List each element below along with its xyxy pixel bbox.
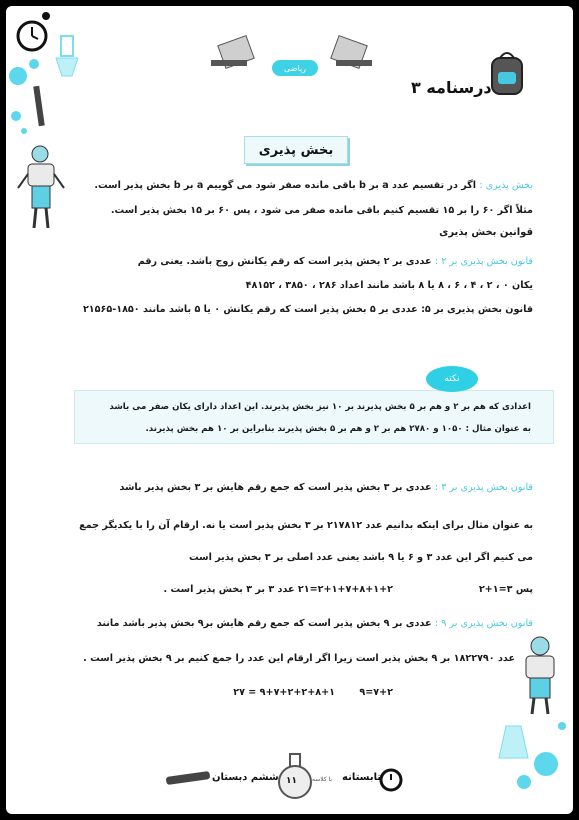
definition-line [94,180,533,191]
rule9-example: عدد ۱۸۲۲۷۹۰ بر ۹ بخش پذیر است زیرا اگر ارقام این عدد را جمع کنیم بر ۹ بخش پذیر است . [83,653,515,664]
rule3-term: قانون بخش پذیری بر ۳ : [434,482,533,493]
microscope-doodle-right [331,36,372,69]
rule5-text: قانون بخش پذیری بر ۵: عددی بر ۵ بخش پذیر است که رقم یکانش ۰ یا ۵ باشد مانند ۱۸۵۰-۲۱۵۶۵ [82,304,533,315]
backpack-icon [492,53,522,94]
note-line-2: به عنوان مثال : ۱۰۵۰ و ۲۷۸۰ هم بر ۲ و هم بر ۵ بخش پذیرند بنابراین بر ۱۰ هم بخش پذیرند. [145,424,531,434]
rule3-example: به عنوان مثال برای اینکه بدانیم عدد ۲۱۷۸۱۲ بر ۳ بخش پذیر است یا نه. ارقام آن را با یکدیگر جمع [79,520,533,531]
microscope-doodle-left [211,36,254,69]
rule9-text: عددی بر ۹ بخش پذیر است که جمع رقم هایش بر۹ بخش پذیر باشد مانند [96,618,432,629]
definition-text: اگر در تقسیم عدد a بر b باقی مانده صفر شود می گوییم a بر b بخش پذیر است. [94,180,477,191]
page-number: ۱۱ [286,776,297,786]
worksheet-page [6,6,573,814]
section-title-text: بخش پذیری [258,142,334,158]
definition-term: بخش پذیری : [479,180,533,191]
rule9-term: قانون بخش پذیری بر ۹ : [434,618,533,629]
rules-heading: قوانین بخش پذیری [439,227,533,238]
rule9-sum: ۹+۷+۲+۲+۸+۱ = ۲۷ [233,687,335,698]
robot-doodle-right [526,637,554,714]
pen-icon [166,771,211,785]
section-title [244,136,348,164]
note-line-1: اعدادی که هم بر ۲ و هم بر ۵ بخش پذیرند بر ۱۰ نیز بخش پذیرند. این اعداد دارای یکان صفر می باشد [109,402,531,412]
note-box [74,390,554,444]
rule2-term: قانون بخش پذیری بر ۲ : [434,256,533,267]
footer-brand-small: با کلاسه [312,776,333,783]
robot-doodle-left [18,146,64,228]
rule2-examples: یکان ۰ ، ۲ ، ۴ ، ۶ ، ۸ یا ۸ باشد مانند اعداد ۲۸۶ ، ۳۸۵۰ ، ۴۸۱۵۲ [245,280,533,291]
lesson-title: درسنامه ۳ [411,78,492,97]
footer-season: تابستانه [342,772,382,783]
definition-example: مثلاً اگر ۶۰ را بر ۱۵ تقسیم کنیم باقی مانده صفر می شود ، پس ۶۰ بر ۱۵ بخش پذیر است. [110,205,533,216]
rule3-sum: ۲+۱+۷+۸+۱+۲=۲۱ عدد ۳ بر ۳ بخش پذیر است . [163,584,393,595]
rule2-line [138,256,533,267]
subject-badge: ریاضی [272,60,318,76]
footer-grade: ششم دبستان [212,772,279,783]
footer-alarm-clock-icon [381,770,401,790]
flask-doodle-left [9,36,78,134]
rule3-text: عددی بر ۳ بخش پذیر است که جمع رقم هایش بر ۳ بخش پذیر باشد [119,482,432,493]
rule2-text: عددی بر ۲ بخش پذیر است که رقم یکانش زوج باشد. یعنی رقم [137,256,432,267]
rule9-result: ۷+۲=۹ [359,687,393,698]
note-badge: نکته [426,366,478,392]
flask-doodle-right [499,722,566,789]
rule3-line [119,482,533,493]
alarm-clock-icon [18,12,50,50]
rule3-conclusion: پس ۳=۱+۲ [478,584,533,595]
rule9-line [97,618,533,629]
rule3-explanation: می کنیم اگر این عدد ۳ و ۶ یا ۹ باشد یعنی عدد اصلی بر ۳ بخش پذیر است [189,552,533,563]
